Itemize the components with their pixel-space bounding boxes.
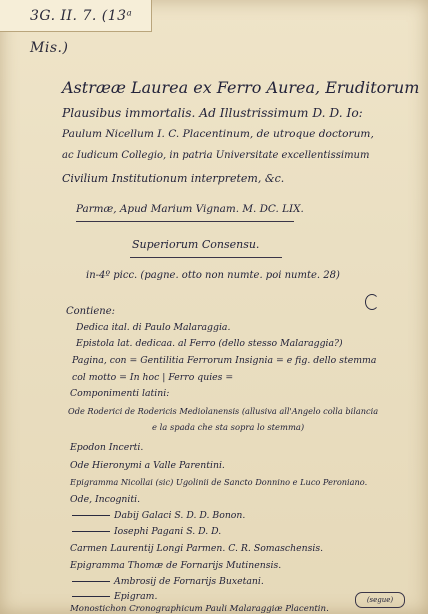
contents-item-dashed [72, 576, 264, 587]
contents-item-text: Epigram. [114, 591, 158, 602]
contents-item: Monostichon Cronographicum Pauli Malaraggiæ Placentin. [70, 604, 329, 614]
contents-item: e la spada che sta sopra lo stemma) [152, 422, 305, 432]
ditto-dash [72, 581, 110, 582]
ditto-dash [72, 531, 110, 532]
contents-item-text: Iosephi Pagani S. D. D. [114, 526, 222, 537]
contents-item: Ode Roderici de Rodericis Mediolanensis (allusiva all'Angelo colla bilancia [68, 406, 379, 416]
contents-item: Componimenti latini: [70, 388, 170, 399]
permission-rule [130, 257, 282, 258]
title-line-5: Civilium Institutionum interpretem, &c. [62, 172, 285, 185]
imprint-line: Parmæ, Apud Marium Vignam. M. DC. LIX. [76, 203, 304, 215]
ditto-dash [72, 596, 110, 597]
contents-item: Epistola lat. dedicaa. al Ferro (dello stesso Malaraggia?) [76, 338, 343, 349]
contents-item-text: Ambrosij de Fornarijs Buxetani. [114, 576, 264, 587]
contents-item: Epodon Incerti. [70, 442, 144, 453]
permission-line: Superiorum Consensu. [132, 238, 260, 251]
marginal-c-mark [365, 294, 379, 310]
title-line-2: Plausibus immortalis. Ad Illustrissimum D. D. Io: [62, 106, 363, 120]
shelfmark-label: 3G. II. 7. (13ᵃ Mis.) [0, 0, 152, 32]
contents-item-text: Dabij Galaci S. D. D. Bonon. [114, 510, 246, 521]
contents-heading: Contiene: [66, 306, 115, 317]
ditto-dash [72, 515, 110, 516]
contents-item: Pagina, con = Gentilitia Ferrorum Insignia = e fig. dello stemma [72, 355, 377, 366]
contents-item: Carmen Laurentij Longi Parmen. C. R. Somaschensis. [70, 543, 324, 554]
contents-item: Ode, Incogniti. [70, 494, 141, 505]
title-line-1: Astrææ Laurea ex Ferro Aurea, Eruditorum [62, 78, 420, 97]
continued-stamp: (segue) [355, 592, 405, 608]
format-note: in-4º picc. (pagne. otto non numte. poi numte. 28) [86, 270, 340, 281]
contents-item-dashed [72, 591, 157, 602]
contents-item: col motto = In hoc | Ferro quies = [72, 372, 234, 383]
contents-item: Epigramma Thomæ de Fornarijs Mutinensis. [70, 560, 282, 571]
title-line-4: ac Iudicum Collegio, in patria Universitate excellentissimum [62, 150, 370, 161]
contents-item-dashed [72, 526, 221, 537]
imprint-rule [76, 221, 294, 222]
contents-item: Epigramma Nicollai (sic) Ugolinii de Sancto Donnino e Luco Peroniano. [70, 477, 368, 487]
contents-item: Dedica ital. di Paulo Malaraggia. [76, 322, 231, 333]
contents-item-dashed [72, 510, 245, 521]
title-line-3: Paulum Nicellum I. C. Placentinum, de utroque doctorum, [62, 128, 374, 140]
contents-item: Ode Hieronymi a Valle Parentini. [70, 460, 225, 471]
